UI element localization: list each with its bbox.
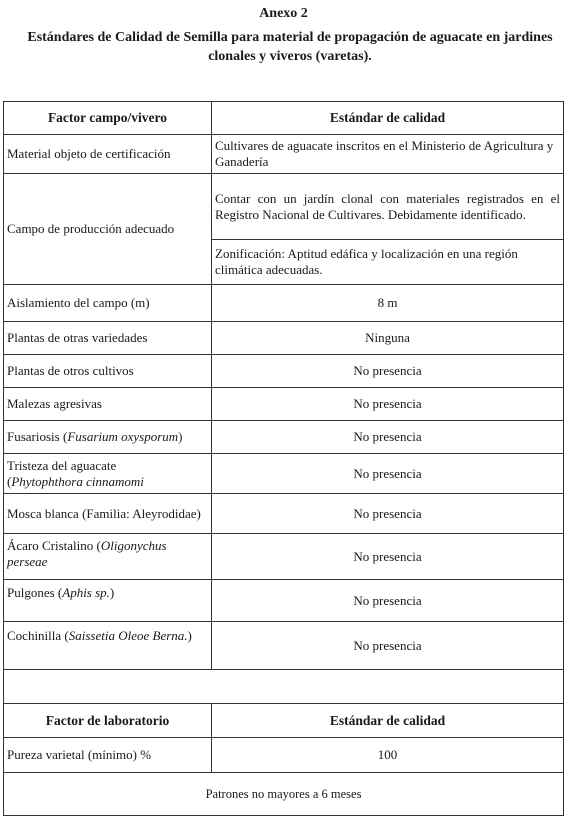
- factor-variedades: Plantas de otras variedades: [4, 322, 212, 355]
- header-standard: Estándar de calidad: [212, 102, 564, 135]
- pulgones-close: ): [109, 585, 115, 600]
- standard-campo-zonificacion: Zonificación: Aptitud edáfica y localización en una región climática adecuadas.: [212, 240, 564, 285]
- standard-pureza: 100: [212, 738, 564, 773]
- standard-pulgones: No presencia: [212, 580, 564, 622]
- factor-pulgones: [4, 580, 212, 622]
- annex-label: Anexo 2: [259, 6, 308, 21]
- table-spacer-row: [4, 670, 564, 704]
- factor-fusariosis: [4, 421, 212, 454]
- standard-campo-registro: Contar con un jardín clonal con materiales registrados en el Registro Nacional de Cultivares. Debidamente identificado.: [212, 174, 564, 240]
- header-factor-field: Factor campo/vivero: [4, 102, 212, 135]
- standard-acaro: No presencia: [212, 534, 564, 580]
- cochinilla-species: Saissetia Oleoe Berna.: [68, 628, 188, 643]
- standard-malezas: No presencia: [212, 388, 564, 421]
- standard-tristeza: No presencia: [212, 454, 564, 494]
- factor-pureza: Pureza varietal (mínimo) %: [4, 738, 212, 773]
- cochinilla-close: ): [187, 628, 192, 643]
- factor-campo: Campo de producción adecuado: [4, 174, 212, 285]
- footer-patrones: Patrones no mayores a 6 meses: [4, 773, 564, 816]
- standard-fusariosis: No presencia: [212, 421, 564, 454]
- fusariosis-close: ): [178, 429, 183, 444]
- standard-material: Cultivares de aguacate inscritos en el Ministerio de Agricultura y Ganadería: [212, 135, 564, 174]
- cochinilla-label: Cochinilla (: [7, 628, 69, 643]
- acaro-label: Ácaro Cristalino (: [7, 538, 101, 553]
- tristeza-species: Phytophthora cinnamomi: [11, 473, 144, 489]
- standard-mosca: No presencia: [212, 494, 564, 534]
- spacer-cell: [4, 670, 564, 704]
- fusariosis-label: Fusariosis (: [7, 429, 68, 444]
- header-standard-lab: Estándar de calidad: [212, 704, 564, 738]
- quality-standards-table: [3, 101, 564, 816]
- factor-cochinilla: [4, 622, 212, 670]
- pulgones-species: Aphis sp.: [62, 585, 110, 600]
- standard-variedades: Ninguna: [212, 322, 564, 355]
- header-factor-lab: Factor de laboratorio: [4, 704, 212, 738]
- factor-malezas: Malezas agresivas: [4, 388, 212, 421]
- factor-cultivos: Plantas de otros cultivos: [4, 355, 212, 388]
- pulgones-label: Pulgones (: [7, 585, 63, 600]
- acaro-species: Oligonychus perseae: [7, 538, 167, 569]
- factor-aislamiento: Aislamiento del campo (m): [4, 285, 212, 322]
- fusariosis-species: Fusarium oxysporum: [67, 429, 179, 444]
- tristeza-label: Tristeza del aguacate: [7, 457, 117, 473]
- document-title: Estándares de Calidad de Semilla para material de propagación de aguacate en jardines clonales y viveros (varetas).: [27, 30, 553, 64]
- standard-cultivos: No presencia: [212, 355, 564, 388]
- factor-tristeza: Tristeza del aguacate (Phytophthora cinnamomi: [4, 454, 212, 494]
- factor-material: Material objeto de certificación: [4, 135, 212, 174]
- factor-mosca: Mosca blanca (Familia: Aleyrodidae): [4, 494, 212, 534]
- standard-aislamiento: 8 m: [212, 285, 564, 322]
- standard-cochinilla: No presencia: [212, 622, 564, 670]
- factor-acaro: [4, 534, 212, 580]
